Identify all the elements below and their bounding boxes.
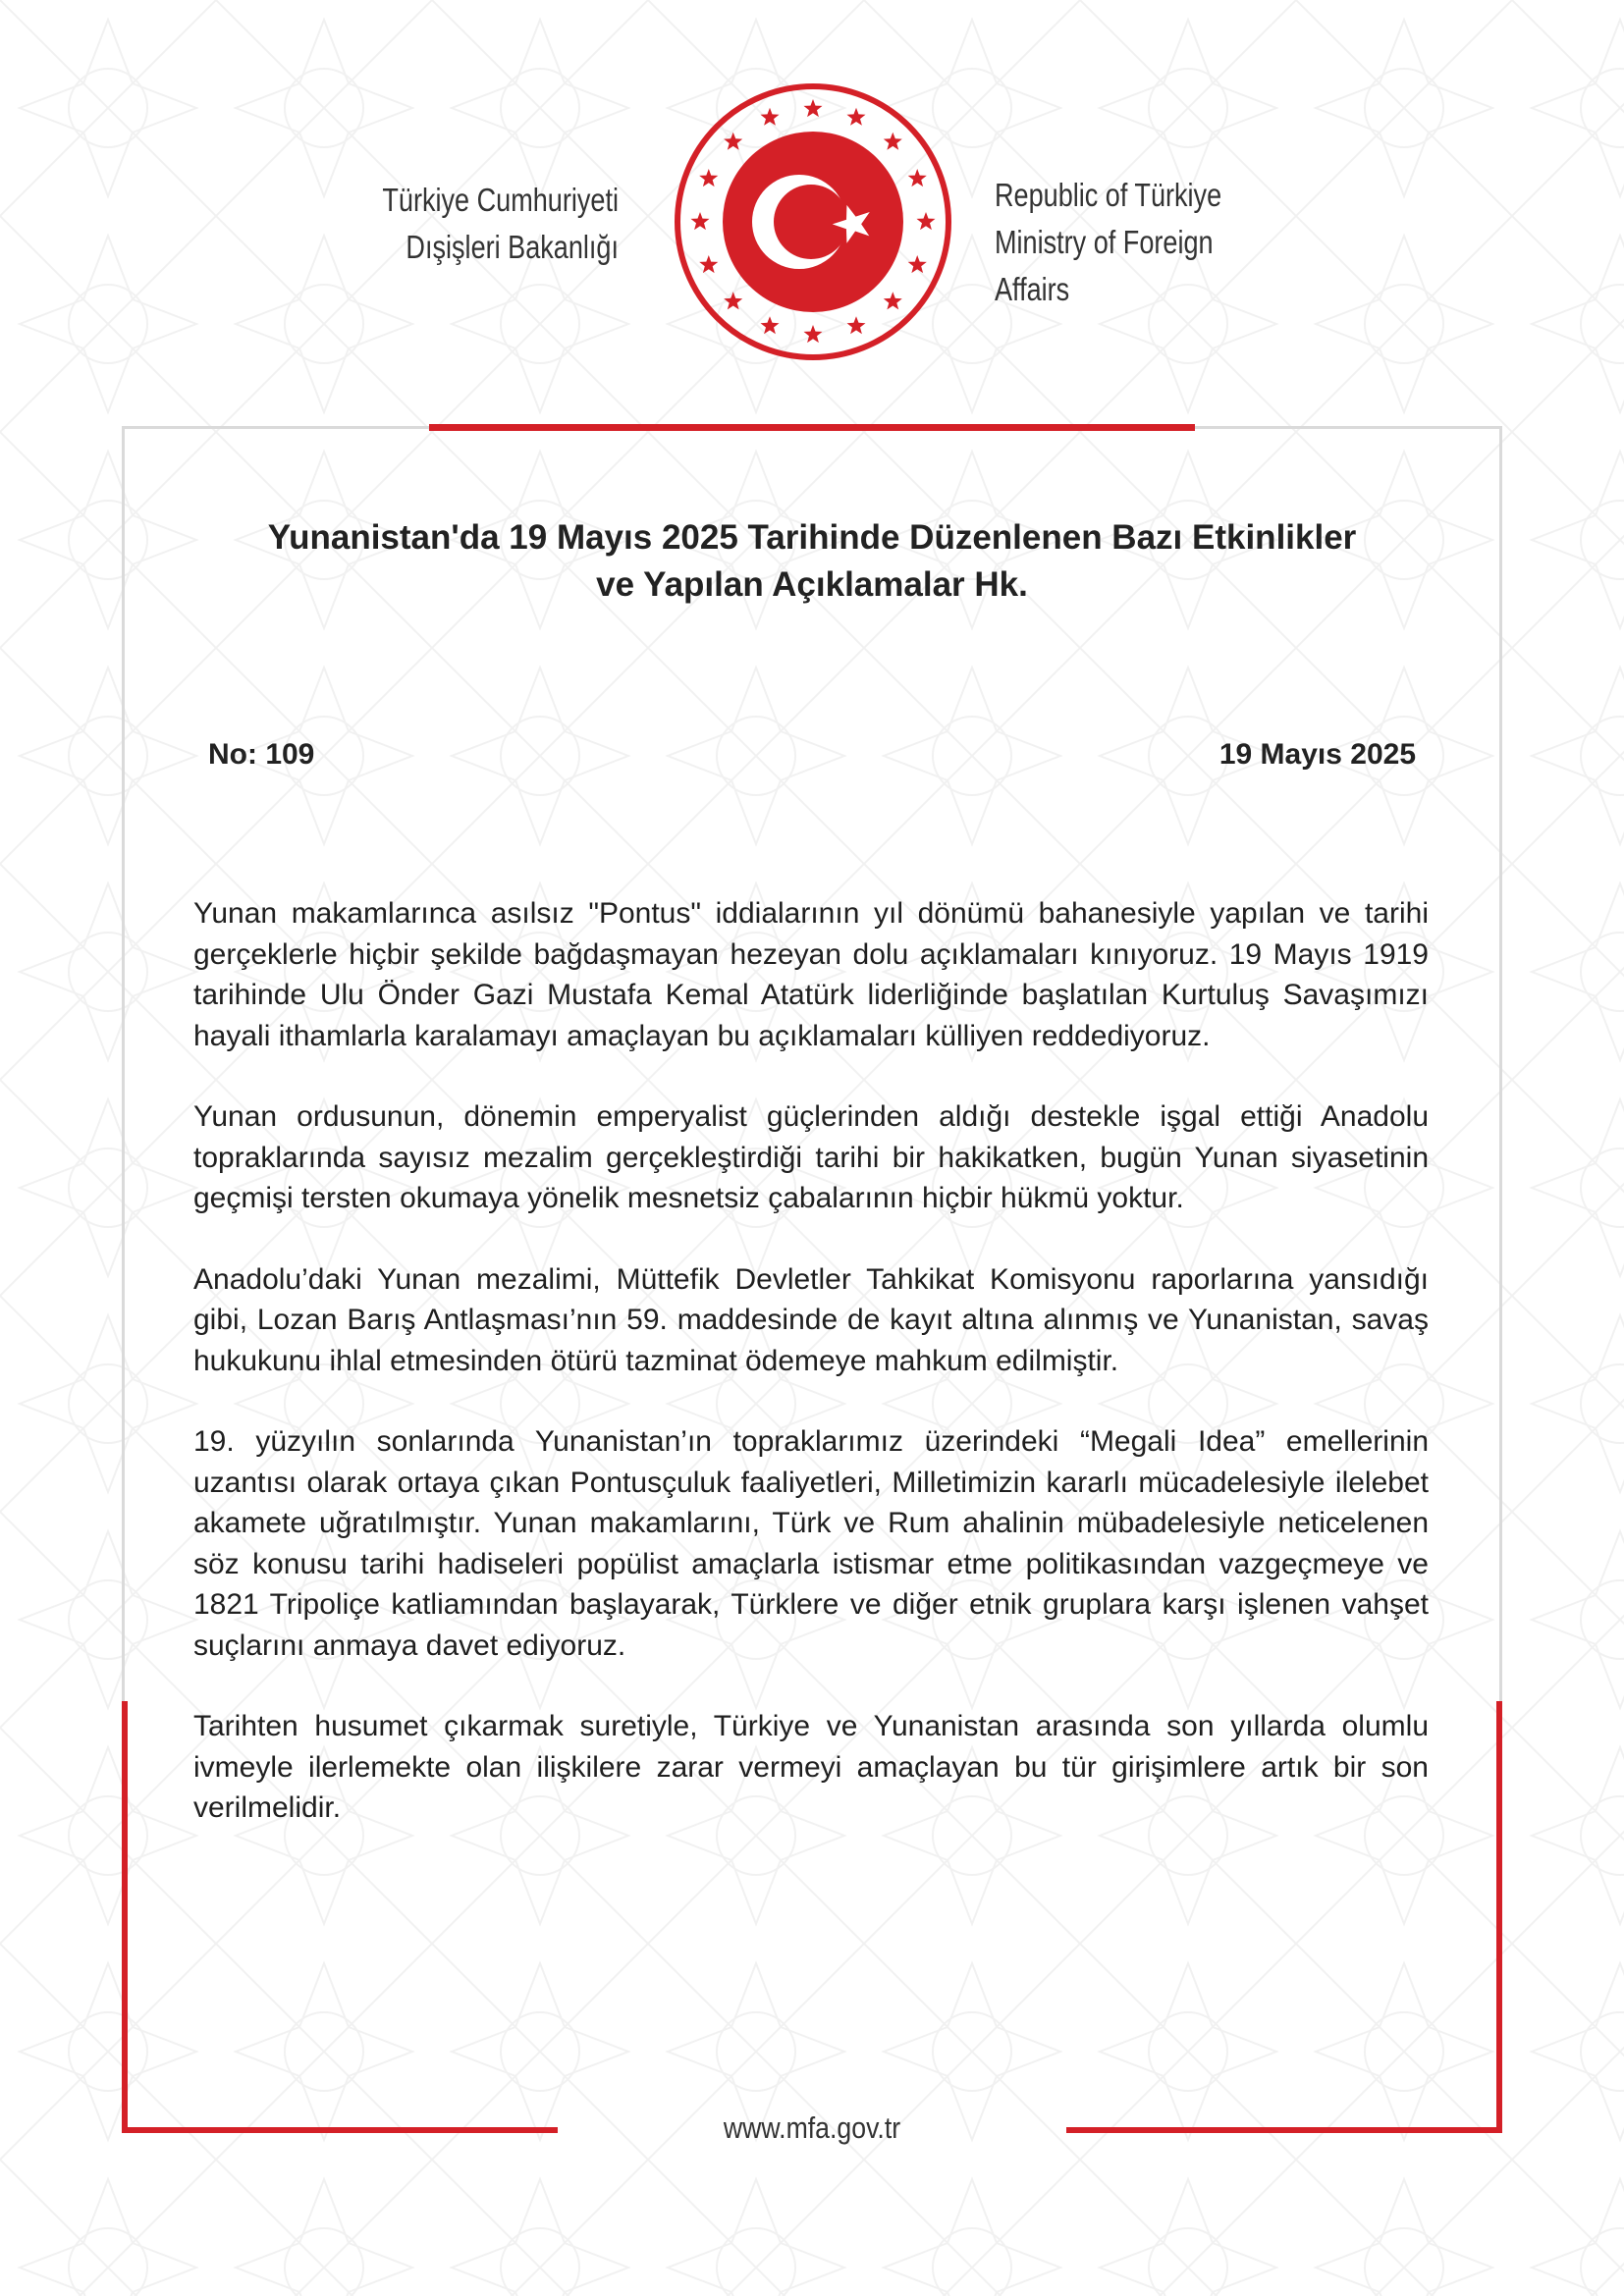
- frame-right-border: [1499, 426, 1502, 1702]
- press-release-date: 19 Mayıs 2025: [1218, 738, 1416, 771]
- header-english-name: [995, 172, 1284, 313]
- emblem-star-icon: [804, 99, 823, 117]
- press-release-number: No: 109: [208, 738, 315, 771]
- emblem-star-icon: [724, 133, 742, 150]
- body-paragraph: Anadolu’daki Yunan mezalimi, Müttefik Devletler Tahkikat Komisyonu raporlarına yansıdığı gibi, Lozan Barış Antlaşması’nın 59. maddesinde de kayıt altına alınmış ve Yunanistan, savaş hukukunu ihlal etmesinden ötürü tazminat ödemeye mahkum edilmiştir.: [193, 1262, 1429, 1377]
- emblem-star-icon: [908, 255, 927, 273]
- frame-right-red-accent: [1496, 1701, 1502, 2133]
- emblem-star-icon: [699, 169, 718, 187]
- document-title-line1: Yunanistan'da 19 Mayıs 2025 Tarihinde Düzenlenen Bazı Etkinlikler: [267, 518, 1357, 557]
- header-en-line2: Ministry of Foreign Affairs: [995, 224, 1214, 307]
- emblem-star-icon: [699, 255, 718, 273]
- emblem-star-icon: [884, 133, 902, 150]
- emblem-star-icon: [847, 316, 866, 334]
- frame-bottom-left-red-accent: [122, 2127, 558, 2133]
- header-turkish-name: [377, 177, 619, 271]
- body-paragraph: 19. yüzyılın sonlarında Yunanistan’ın topraklarımız üzerindeki “Megali Idea” emellerinin uzantısı olarak ortaya çıkan Pontusçuluk faaliyetleri, Milletimizin kararlı mücadelesiyle ilelebet akamete uğratılmıştır. Yunan makamlarını, Türk ve Rum ahalinin mübadelesiyle neticelenen söz konusu tarihi hadiseleri popülist amaçlarla istismar etme politikasından vazgeçmeye ve 1821 Tripoliçe katliamından başlayarak, Türklere ve diğer etnik gruplara karşı işlenen vahşet suçlarını anmaya davet ediyoruz.: [193, 1425, 1429, 1662]
- body-paragraph: Tarihten husumet çıkarmak suretiyle, Türkiye ve Yunanistan arasında son yıllarda olumlu ivmeyle ilerlemekte olan ilişkilere zarar vermeyi amaçlayan bu tür girişimlere artık bir son verilmelidir.: [193, 1710, 1429, 1824]
- header-tr-line2: Dışişleri Bakanlığı: [406, 229, 619, 265]
- emblem-star-icon: [691, 212, 710, 230]
- emblem-star-icon: [724, 292, 742, 309]
- emblem-star-icon: [761, 108, 780, 126]
- frame-left-red-accent: [122, 1701, 128, 2133]
- header-en-line1: Republic of Türkiye: [995, 177, 1222, 213]
- body-paragraph: Yunan ordusunun, dönemin emperyalist güçlerinden aldığı destekle işgal ettiği Anadolu topraklarında sayısız mezalim gerçekleştirdiği tarihi bir hakikatken, bugün Yunan siyasetinin geçmişi tersten okumaya yönelik mesnetsiz çabalarının hiçbir hükmü yoktur.: [193, 1100, 1429, 1214]
- emblem-star-icon: [908, 169, 927, 187]
- footer-website-link[interactable]: www.mfa.gov.tr: [723, 2110, 901, 2145]
- document-body: [193, 893, 1429, 1869]
- document-title-line2: ve Yapılan Açıklamalar Hk.: [596, 565, 1028, 604]
- body-paragraph: Yunan makamlarınca asılsız "Pontus" iddialarının yıl dönümü bahanesiyle yapılan ve tarihi gerçeklerle hiçbir şekilde bağdaşmayan hezeyan dolu açıklamaları kınıyoruz. 19 Mayıs 1919 tarihinde Ulu Önder Gazi Mustafa Kemal Atatürk liderliğinde başlatılan Kurtuluş Savaşımızı hayali ithamlarla karalamayı amaçlayan bu açıklamaları külliyen reddediyoruz.: [193, 897, 1429, 1052]
- frame-top-red-accent: [429, 424, 1195, 431]
- emblem-star-icon: [804, 325, 823, 343]
- emblem-star-icon: [847, 108, 866, 126]
- turkey-star-crescent-emblem-icon: [674, 82, 952, 361]
- header-tr-line1: Türkiye Cumhuriyeti: [382, 182, 619, 218]
- emblem-star-icon: [917, 212, 936, 230]
- frame-bottom-right-red-accent: [1066, 2127, 1502, 2133]
- document-title: [177, 514, 1447, 609]
- emblem-star-icon: [884, 292, 902, 309]
- emblem-star-icon: [761, 316, 780, 334]
- frame-left-border: [122, 426, 125, 1702]
